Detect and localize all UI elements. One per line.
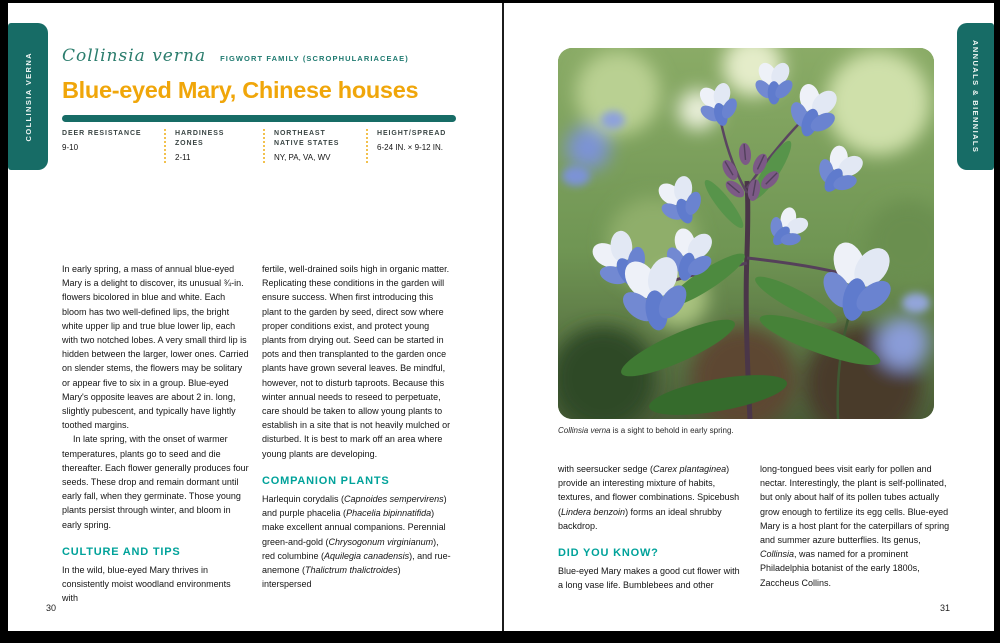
fact-value: 9-10 xyxy=(62,143,79,152)
species-header xyxy=(62,46,409,66)
culture-heading: CULTURE AND TIPS xyxy=(62,545,181,558)
culture-paragraph-cont: fertile, well-drained soils high in organic matter. Replicating these conditions in the garden will ensure success. When first introducing this plant to the garden by seed, direct sow where proper conditions exist, and protect young plants from drying out. Seed can be started in pots and then transplanted to the garden once plants have grown several leaves. Be mindful, however, not to disturb taproots. Because this winter annual needs to reseed to perpetuate, care should be taken to allow young plants to establish in a site that is not heavily mulched or disturbed. It is best to mark off an area where young plants are developing. xyxy=(262,264,451,459)
left-page-column-1 xyxy=(62,262,249,606)
fact-bar xyxy=(62,129,462,163)
page-title: Blue-eyed Mary, Chinese houses xyxy=(62,77,419,103)
didyouknow-heading: DID YOU KNOW? xyxy=(558,547,659,560)
fact-hardiness-zones xyxy=(164,129,263,163)
right-page-column-1 xyxy=(558,462,745,593)
didyouknow-paragraph-cont: long-tongued bees visit early for pollen and nectar. Interestingly, the plant is self-pollinated, but only about half of its pollen tubes actually grow enough to fertilize its egg cells. Blue-eyed Mary is a host plant for the caterpillars of spring and summer azure butterflies. Its genus, Collinsia, was named for a prominent Philadelphia botanist of the early 1800s, Zaccheus Collins. xyxy=(760,464,950,588)
fact-value: NY, PA, VA, WV xyxy=(274,153,331,162)
fact-label: NORTHEAST NATIVE STATES xyxy=(274,130,340,147)
fact-label: HARDINESS ZONES xyxy=(175,130,225,147)
left-tab-label: COLLINSIA VERNA xyxy=(23,51,33,142)
companion-paragraph: Harlequin corydalis (Capnoides sempervirens) and purple phacelia (Phacelia bipinnatifida) make excellent annual companions. Perennial green-and-gold (Chrysogonum virginianum), red columbine (Aquilegia canadensis), and rue-anemone (Thalictrum thalictroides) interspersed xyxy=(262,494,451,590)
fact-label: DEER RESISTANCE xyxy=(62,130,142,137)
fact-deer-resistance xyxy=(62,129,164,163)
fact-value: 6-24 IN. × 9-12 IN. xyxy=(377,143,444,152)
page-number-left: 30 xyxy=(46,603,57,613)
fact-label: HEIGHT/SPREAD xyxy=(377,130,447,137)
left-page-column-2 xyxy=(262,262,451,591)
left-edge-tab xyxy=(8,23,48,170)
companion-heading: COMPANION PLANTS xyxy=(262,474,390,487)
page-number-right: 31 xyxy=(940,603,951,613)
companion-paragraph-cont: with seersucker sedge (Carex plantaginea) provide an interesting mixture of habits, textures, and flower combinations. Spicebush (Lindera benzoin) forms an ideal shrubby backdrop. xyxy=(558,464,740,531)
right-edge-tab xyxy=(957,23,994,170)
fact-value: 2-11 xyxy=(175,153,191,162)
fact-height-spread xyxy=(366,129,462,163)
page-gutter xyxy=(502,3,504,631)
right-tab-label: ANNUALS & BIENNIALS xyxy=(971,39,980,154)
right-page-column-2 xyxy=(760,462,951,590)
fact-native-states xyxy=(263,129,366,163)
photo-caption: Collinsia verna is a sight to behold in early spring. xyxy=(558,426,734,435)
scientific-name: Collinsia verna xyxy=(62,46,207,66)
didyouknow-paragraph: Blue-eyed Mary makes a good cut flower with a long vase life. Bumblebees and other xyxy=(558,566,740,591)
culture-paragraph: In the wild, blue-eyed Mary thrives in consistently moist woodland environments with xyxy=(62,565,231,604)
book-spread xyxy=(8,3,994,631)
intro-paragraph: In early spring, a mass of annual blue-eyed Mary is a delight to discover, its unusual ¾-in. flowers bicolored in blue and white. Each bloom has two well-defined lips, the bright white upper lip and true blue lower lip, each with two notched lobes. A very small third lip is hidden between the larger, lower ones. Carried on slender stems, the flowers may be solitary or appear five to six in a group. Blue-eyed Mary's opposite leaves are about 2 in. long, slightly pubescent, and typically have lightly toothed margins. xyxy=(62,264,249,431)
family-name: FIGWORT FAMILY (SCROPHULARIACEAE) xyxy=(220,54,409,63)
blue-eyed-mary-photo xyxy=(558,48,934,419)
lifecycle-paragraph: In late spring, with the onset of warmer temperatures, plants go to seed and die thereafter. Each flower generally produces four seeds. These drop and remain dormant until early fall, when they germinate. Those young plants persist through winter, and bloom in early spring. xyxy=(62,434,249,530)
header-rule xyxy=(62,115,456,122)
